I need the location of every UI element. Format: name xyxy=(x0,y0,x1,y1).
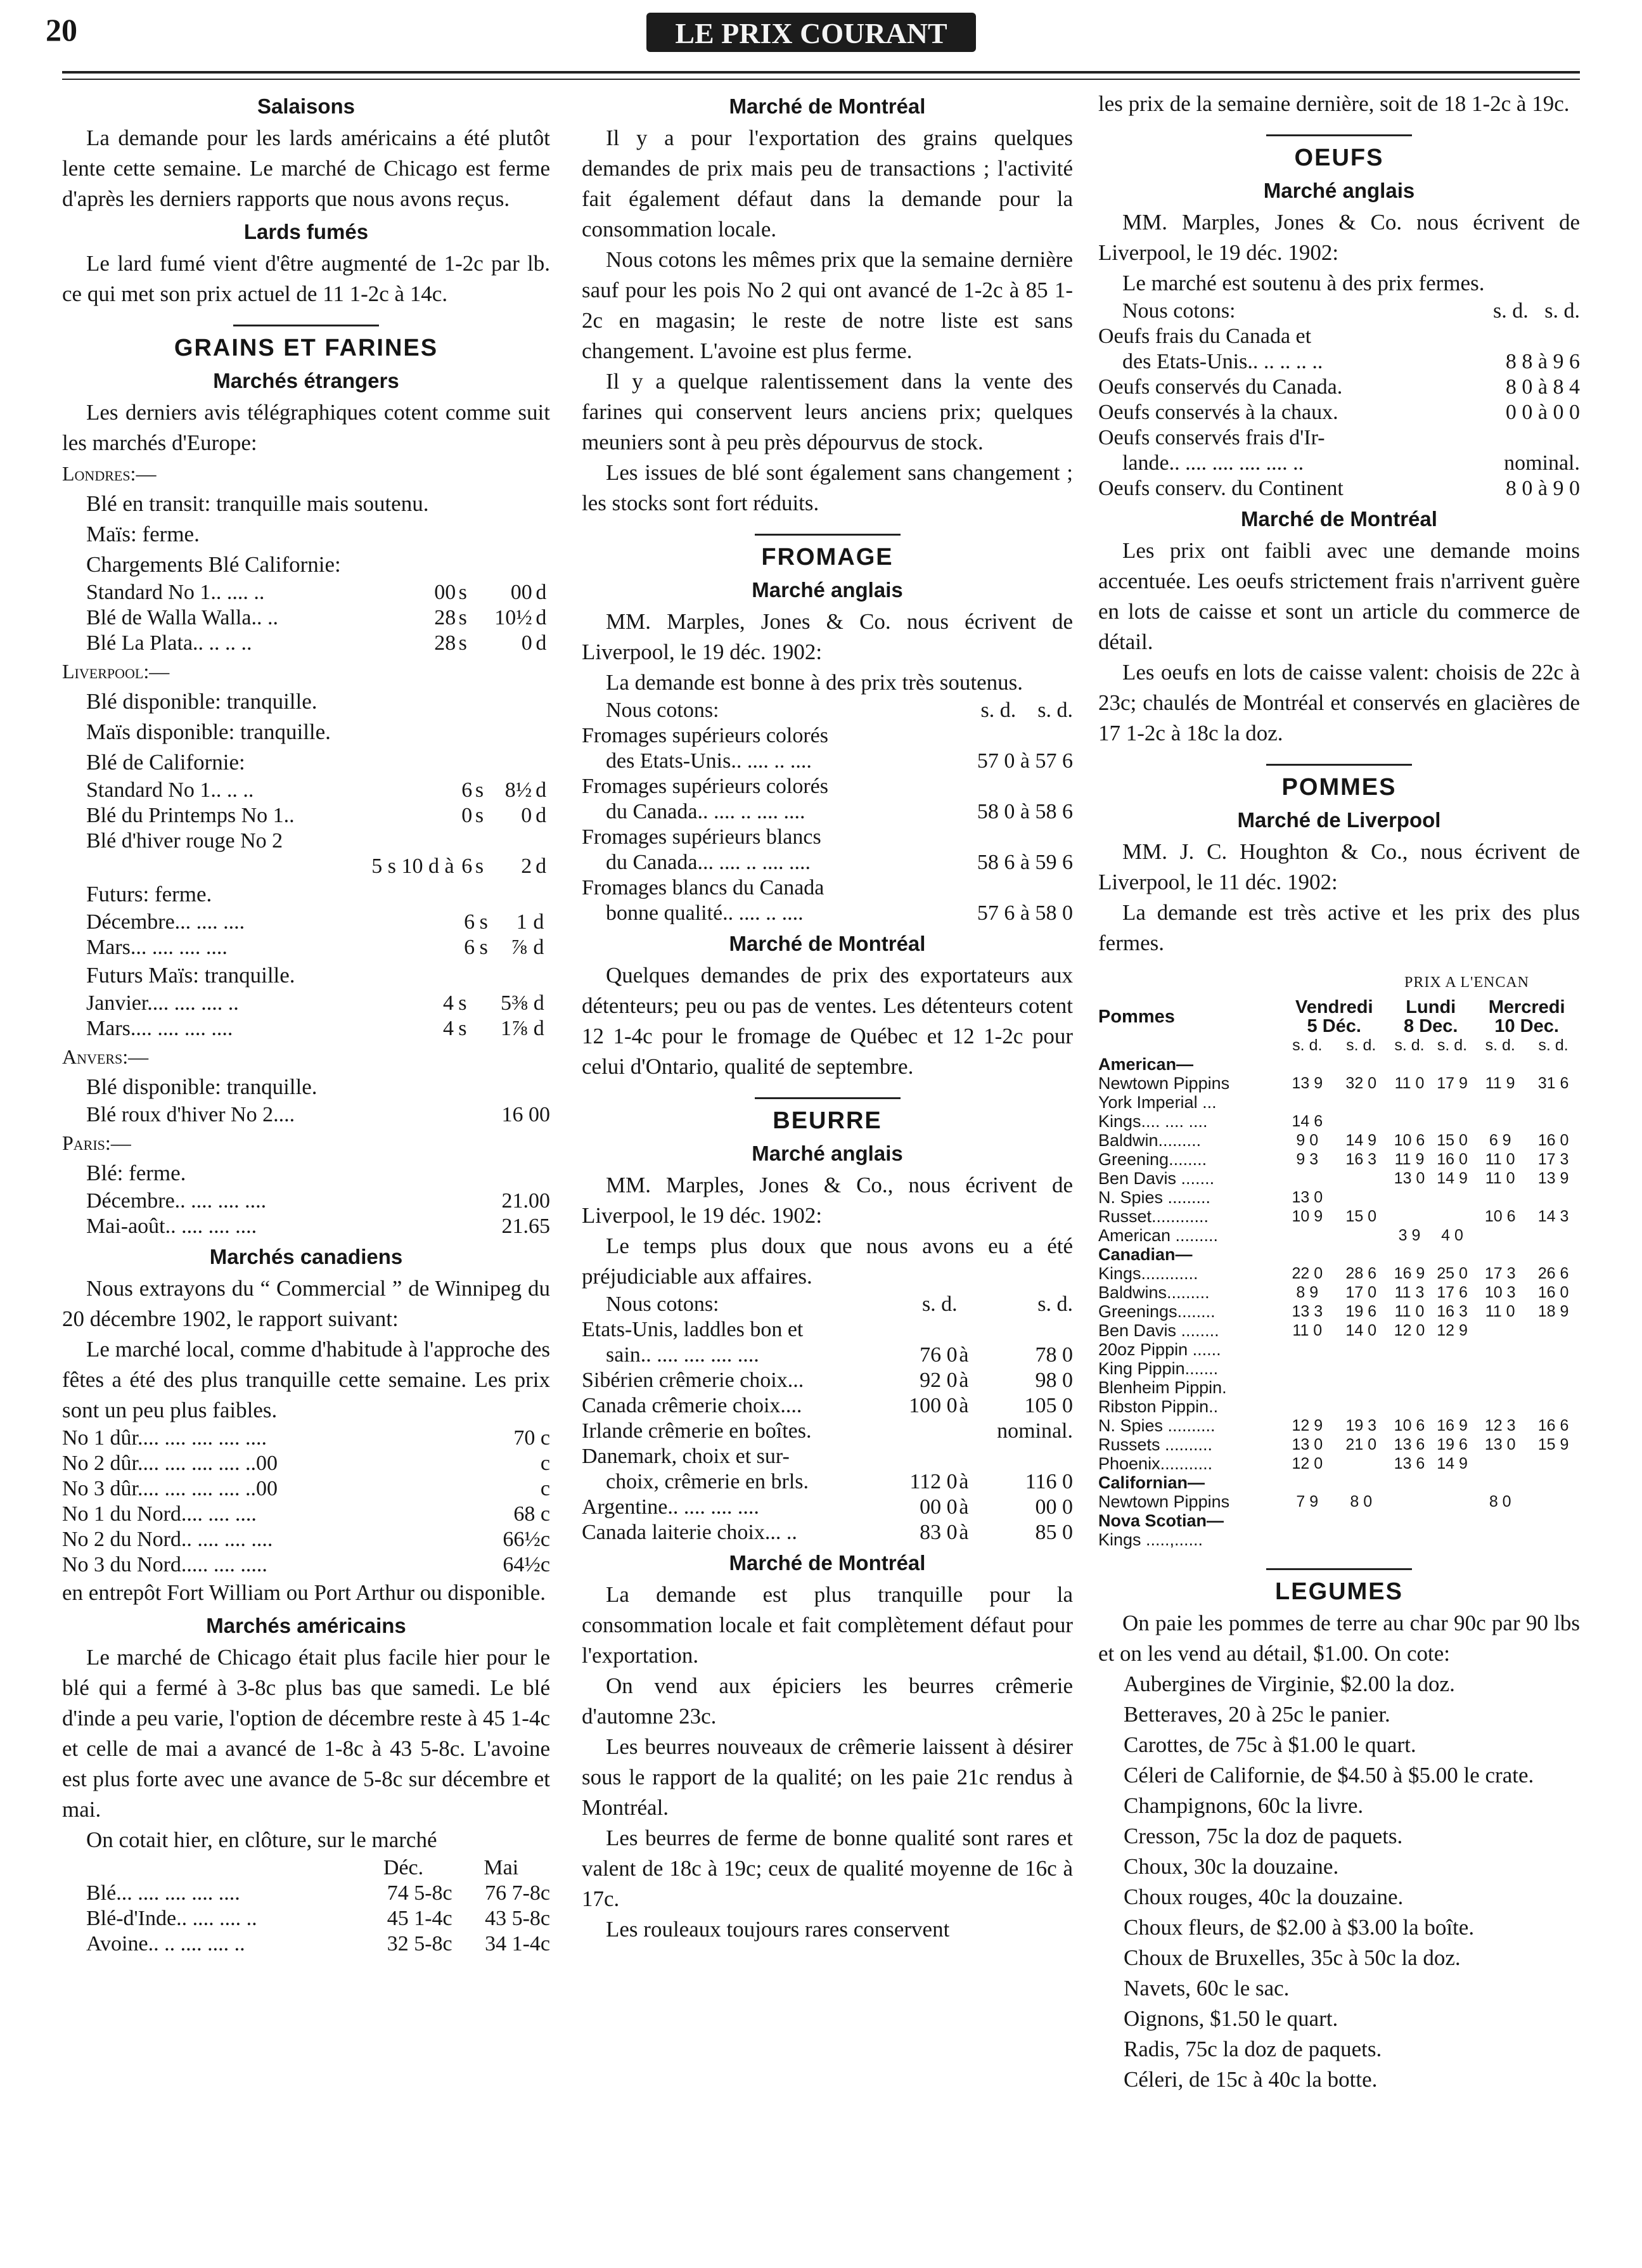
list-item: Betteraves, 20 à 25c le panier. xyxy=(1124,1702,1390,1727)
table-row: Ribston Pippin.. xyxy=(1098,1397,1219,1416)
table-row: bonne qualité.. .... .. .... 57 6 à 58 0 xyxy=(606,901,1073,925)
table-row: Sibérien crêmerie choix... 92 0 à 98 0 xyxy=(582,1369,1073,1392)
table-row: Blé-d'Inde.. .... .... .. 45 1-4c 43 5-8c xyxy=(86,1907,550,1930)
city-label: Paris:— xyxy=(62,1131,131,1154)
column-3 xyxy=(1098,89,1580,2095)
quote-line: Maïs disponible: tranquille. xyxy=(86,719,331,744)
table-row: Kings............ 22 0 28 6 16 9 25 0 17 3 26 6 xyxy=(1098,1264,1569,1283)
section-title: Salaisons xyxy=(257,94,356,118)
section-subtitle: Marché de Liverpool xyxy=(1237,808,1441,832)
section-rule xyxy=(1266,764,1412,766)
paragraph: On paie les pommes de terre au char 90c par 90 lbs et on les vend au détail, $1.00. On cote: xyxy=(1098,1611,1580,1666)
table-row: Fromages blancs du Canada xyxy=(582,876,824,899)
paragraph: Les derniers avis télégraphiques cotent comme suit les marchés d'Europe: xyxy=(62,400,550,455)
group-row: Canadian— xyxy=(1098,1245,1193,1264)
paragraph: MM. Marples, Jones & Co., nous écrivent de Liverpool, le 19 déc. 1902: xyxy=(582,1173,1073,1228)
list-item: Aubergines de Virginie, $2.00 la doz. xyxy=(1124,1672,1455,1696)
table-row: No 3 dûr.... .... .... .... ..00 c xyxy=(62,1477,550,1500)
table-header: Pommes Vendredi 5 Déc. Lundi 8 Dec. Mercredi 10 Dec. xyxy=(1098,997,1565,1036)
table-row: Kings.... .... .... 14 6 xyxy=(1098,1112,1323,1131)
paragraph: La demande est bonne à des prix très soutenus. xyxy=(606,670,1023,695)
paragraph: Le marché est soutenu à des prix fermes. xyxy=(1122,271,1485,295)
list-item: Choux fleurs, de $2.00 à $3.00 la boîte. xyxy=(1124,1915,1475,1940)
price-table-futurs xyxy=(62,910,550,960)
price-table-chicago xyxy=(62,1855,550,1957)
table-row: Baldwin......... 9 0 14 9 10 6 15 0 6 9 16 0 xyxy=(1098,1131,1569,1150)
group-row: American— xyxy=(1098,1055,1194,1074)
price-table-canadiens xyxy=(62,1426,550,1578)
list-item: Céleri de Californie, de $4.50 à $5.00 le crate. xyxy=(1124,1763,1534,1788)
paragraph: en entrepôt Fort William ou Port Arthur ou disponible. xyxy=(62,1580,546,1605)
section-title: Marchés américains xyxy=(206,1614,406,1637)
table-row: Fromages supérieurs colorés xyxy=(582,775,829,798)
table-row: No 1 dûr.... .... .... .... .... 70 c xyxy=(62,1426,550,1450)
table-row: N. Spies .......... 12 9 19 3 10 6 16 9 12 3 16 6 xyxy=(1098,1416,1569,1435)
table-row: choix, crêmerie en brls. 112 0 à 116 0 xyxy=(606,1470,1073,1493)
table-row: Oeufs conservés du Canada. 8 0 à 8 4 xyxy=(1098,375,1580,399)
table-row: Russets .......... 13 0 21 0 13 6 19 6 13 0 15 9 xyxy=(1098,1435,1569,1454)
table-row: Mars... .... .... .... 6 s ⅞ d xyxy=(86,936,544,959)
table-row: No 2 dûr.... .... .... .... ..00 c xyxy=(62,1452,550,1475)
paragraph: Les rouleaux toujours rares conservent xyxy=(606,1917,950,1942)
list-item: Cresson, 75c la doz de paquets. xyxy=(1124,1824,1403,1848)
section-subtitle: Marché anglais xyxy=(752,578,903,602)
section-title: Marchés canadiens xyxy=(209,1245,403,1268)
table-row: York Imperial ... xyxy=(1098,1093,1217,1112)
column-1 xyxy=(62,89,550,1957)
table-row: Etats-Unis, laddles bon et xyxy=(582,1318,804,1341)
quote-line: Chargements Blé Californie: xyxy=(86,552,341,577)
table-row: Blenheim Pippin. xyxy=(1098,1378,1227,1397)
paragraph: Il y a quelque ralentissement dans la vente des farines qui conservent leurs anciens prix; quelques meuniers sont à peu près dépourvus de stock. xyxy=(582,369,1073,454)
page-number: 20 xyxy=(46,12,77,48)
table-row: Blé La Plata.. .. .. .. 28 s 0 d xyxy=(86,631,547,655)
table-row: lande.. .... .... .... .... .. nominal. xyxy=(1122,451,1580,475)
section-heading: BEURRE xyxy=(773,1107,882,1134)
section-rule xyxy=(755,1097,901,1099)
table-row: Oeufs conservés à la chaux. 0 0 à 0 0 xyxy=(1098,401,1580,424)
table-row: Baldwins......... 8 9 17 0 11 3 17 6 10 3 16 0 xyxy=(1098,1283,1569,1302)
quote-line: Futurs Maïs: tranquille. xyxy=(86,963,295,988)
paragraph: MM. Marples, Jones & Co. nous écrivent de Liverpool, le 19 déc. 1902: xyxy=(582,609,1073,664)
table-row: Blé roux d'hiver No 2.... 16 00 xyxy=(86,1103,550,1126)
quote-line: Blé de Californie: xyxy=(86,750,245,775)
table-row: des Etats-Unis.. .... .. .... 57 0 à 57 6 xyxy=(606,749,1073,773)
section-heading: OEUFS xyxy=(1294,145,1384,171)
city-label: Liverpool:— xyxy=(62,660,170,683)
section-rule xyxy=(233,325,379,326)
auction-price-heading: PRIX A L'ENCAN xyxy=(1404,974,1529,991)
paragraph: Nous cotons les mêmes prix que la semaine dernière sauf pour les pois No 2 qui ont avancé de 1-2c à 85 1-2c en magasin; le reste de notre liste est sans changement. L'avoine est plus ferme. xyxy=(582,247,1073,363)
price-table-anvers xyxy=(62,1102,550,1128)
paragraph: Le marché local, comme d'habitude à l'approche des fêtes a été des plus tranquille cette semaine. Les prix sont un peu plus faibles. xyxy=(62,1337,550,1422)
price-table-londres xyxy=(62,580,550,656)
table-row: Greening........ 9 3 16 3 11 9 16 0 11 0 17 3 xyxy=(1098,1150,1569,1169)
table-row: 20oz Pippin ...... xyxy=(1098,1340,1221,1359)
list-item: Carottes, de 75c à $1.00 le quart. xyxy=(1124,1732,1416,1757)
header-rule-thin xyxy=(62,79,1580,80)
table-row: Janvier.... .... .... .. 4 s 5⅜ d xyxy=(86,991,544,1015)
table-row: Fromages supérieurs colorés xyxy=(582,724,829,747)
paragraph: Les beurres nouveaux de crêmerie laissent à désirer sous le rapport de la qualité; on les paie 21c rendus à Montréal. xyxy=(582,1734,1073,1820)
table-row: Irlande crêmerie en boîtes. nominal. xyxy=(582,1419,1073,1443)
list-item: Oignons, $1.50 le quart. xyxy=(1124,2006,1338,2031)
paragraph: Il y a pour l'exportation des grains quelques demandes de prix mais peu de transactions ; l'activité fait également défaut dans la demande pour la consommation locale. xyxy=(582,126,1073,242)
price-table-oeufs xyxy=(1098,299,1580,501)
table-row: No 3 du Nord..... .... ..... 64½c xyxy=(62,1553,550,1576)
table-header: Déc. Mai xyxy=(383,1856,519,1879)
table-row: sain.. .... .... .... .... 76 0 à 78 0 xyxy=(606,1343,1073,1367)
quote-line: Blé disponible: tranquille. xyxy=(86,689,317,714)
table-subheader: s. d. s. d. s. d. s. d. s. d. s. d. xyxy=(1292,1036,1568,1054)
paragraph: Les prix ont faibli avec une demande moins accentuée. Les oeufs strictement frais n'arrivent guère en lots de caisse et sont un article du commerce de détail. xyxy=(1098,538,1580,654)
paragraph: les prix de la semaine dernière, soit de 18 1-2c à 19c. xyxy=(1098,91,1570,116)
paragraph: Le lard fumé vient d'être augmenté de 1-2c par lb. ce qui met son prix actuel de 11 1-2c à 14c. xyxy=(62,251,550,306)
table-row: Phoenix........... 12 0 13 6 14 9 xyxy=(1098,1454,1468,1473)
table-row: American ......... 3 9 4 0 xyxy=(1098,1226,1463,1245)
paragraph: Le marché de Chicago était plus facile hier pour le blé qui a fermé à 3-8c plus bas que samedi. Le blé d'inde a peu varie, l'option de décembre reste à 45 1-4c et celle de mai a avancé de 1-8c à 43 5-8c. L'avoine est plus forte avec une avance de 5-8c sur décembre et mai. xyxy=(62,1645,550,1822)
quote-line: Maïs: ferme. xyxy=(86,522,200,546)
table-row: Fromages supérieurs blancs xyxy=(582,825,821,849)
section-rule xyxy=(1266,134,1412,136)
list-item: Choux rouges, 40c la douzaine. xyxy=(1124,1885,1404,1909)
table-row: Standard No 1.. .. .. 6 s 8½ d xyxy=(86,778,547,802)
list-item: Champignons, 60c la livre. xyxy=(1124,1793,1364,1818)
paragraph: Le temps plus doux que nous avons eu a été préjudiciable aux affaires. xyxy=(582,1234,1073,1289)
table-row: du Canada... .... .. .... .... 58 6 à 59 6 xyxy=(606,851,1073,874)
table-row: King Pippin....... xyxy=(1098,1359,1219,1378)
table-row: Mars.... .... .... .... 4 s 1⅞ d xyxy=(86,1017,544,1040)
section-heading: GRAINS ET FARINES xyxy=(174,335,439,361)
paragraph: Les issues de blé sont également sans changement ; les stocks sont fort réduits. xyxy=(582,460,1073,515)
column-2 xyxy=(582,89,1073,1945)
table-header: Nous cotons: s. d. s. d. xyxy=(1122,299,1580,323)
table-row: Standard No 1.. .... .. 00 s 00 d xyxy=(86,581,547,604)
quote-line: Blé en transit: tranquille mais soutenu. xyxy=(86,491,429,516)
table-row: Blé d'hiver rouge No 2 xyxy=(86,829,283,853)
price-table-fromage xyxy=(582,698,1073,926)
table-row: Décembre... .... .... 6 s 1 d xyxy=(86,910,544,934)
table-row: des Etats-Unis.. .. .. .. .. 8 8 à 9 6 xyxy=(1122,350,1580,373)
section-title: Lards fumés xyxy=(243,220,369,243)
table-row: Danemark, choix et sur- xyxy=(582,1445,790,1468)
table-row: Mai-août.. .... .... .... 21.65 xyxy=(86,1215,550,1238)
section-rule xyxy=(755,534,901,536)
section-subtitle: Marchés étrangers xyxy=(213,369,399,392)
table-row: Blé du Printemps No 1.. 0 s 0 d xyxy=(86,804,547,827)
list-item: Céleri, de 15c à 40c la botte. xyxy=(1124,2067,1378,2092)
table-row: Oeufs conservés frais d'Ir- xyxy=(1098,426,1325,449)
section-title: Marché de Montréal xyxy=(1241,507,1437,531)
table-row: Greenings........ 13 3 19 6 11 0 16 3 11 0 18 9 xyxy=(1098,1302,1569,1321)
price-table-paris xyxy=(62,1189,550,1239)
paragraph: Quelques demandes de prix des exportateurs aux détenteurs; peu ou pas de ventes. Les détenteurs cotent 12 1-4c pour le fromage de Québec et 12 1-2c pour celui d'Ontario, qualité de septembre. xyxy=(582,963,1073,1079)
section-heading: POMMES xyxy=(1281,774,1397,801)
table-row: Avoine.. .. .... .... .. 32 5-8c 34 1-4c xyxy=(86,1932,550,1956)
group-row: Nova Scotian— xyxy=(1098,1511,1224,1530)
table-header: Nous cotons: s. d. s. d. xyxy=(606,1292,1073,1316)
price-table-liverpool xyxy=(62,778,550,879)
paragraph: Les beurres de ferme de bonne qualité sont rares et valent de 18c à 19c; ceux de qualité moyenne de 16c à 17c. xyxy=(582,1826,1073,1911)
table-row: Canada crêmerie choix.... 100 0 à 105 0 xyxy=(582,1394,1073,1417)
city-label: Londres:— xyxy=(62,462,157,485)
quote-line: Futurs: ferme. xyxy=(86,882,212,906)
table-row: Newtown Pippins 13 9 32 0 11 0 17 9 11 9 31 6 xyxy=(1098,1074,1569,1093)
list-item: Choux, 30c la douzaine. xyxy=(1124,1854,1339,1879)
header-rule xyxy=(62,71,1580,74)
table-row: No 2 du Nord.. .... .... .... 66½c xyxy=(62,1528,550,1551)
vegetable-list xyxy=(1098,1669,1580,2095)
table-row: Oeufs conserv. du Continent 8 0 à 9 0 xyxy=(1098,477,1580,500)
list-item: Radis, 75c la doz de paquets. xyxy=(1124,2037,1382,2061)
section-subtitle: Marché anglais xyxy=(1263,179,1415,202)
table-header: Nous cotons: s. d. s. d. xyxy=(606,699,1073,722)
quote-line: Blé disponible: tranquille. xyxy=(86,1074,317,1099)
table-row: No 1 du Nord.... .... .... 68 c xyxy=(62,1502,550,1526)
list-item: Navets, 60c le sac. xyxy=(1124,1976,1290,2001)
section-heading: FROMAGE xyxy=(761,544,894,570)
section-heading: LEGUMES xyxy=(1275,1578,1403,1605)
masthead-logo xyxy=(646,8,976,57)
table-row: du Canada.. .... .. .... .... 58 0 à 58 6 xyxy=(606,800,1073,823)
table-row: Ben Davis ........ 11 0 14 0 12 0 12 9 xyxy=(1098,1321,1468,1340)
table-row: Décembre.. .... .... .... 21.00 xyxy=(86,1189,550,1213)
section-subtitle: Marché anglais xyxy=(752,1142,903,1165)
section-title: Marché de Montréal xyxy=(729,1551,926,1575)
table-row: Kings .....,...... xyxy=(1098,1530,1203,1549)
table-row: Russet............ 10 9 15 0 10 6 14 3 xyxy=(1098,1207,1569,1226)
table-row: Blé de Walla Walla.. .. 28 s 10½ d xyxy=(86,606,547,629)
price-table-mais xyxy=(62,991,550,1041)
section-title: Marché de Montréal xyxy=(729,94,926,118)
svg-text:LE PRIX COURANT: LE PRIX COURANT xyxy=(675,17,947,49)
table-row: Oeufs frais du Canada et xyxy=(1098,325,1312,348)
paragraph: Nous extrayons du “ Commercial ” de Winnipeg du 20 décembre 1902, le rapport suivant: xyxy=(62,1276,550,1331)
table-row: N. Spies ......... 13 0 xyxy=(1098,1188,1323,1207)
quote-line: Blé: ferme. xyxy=(86,1161,186,1185)
table-row: 5 s 10 d à 6 s 2 d xyxy=(371,854,547,878)
apples-price-table xyxy=(1098,998,1580,1549)
paragraph: La demande est plus tranquille pour la consommation locale et fait complètement défaut pour l'exportation. xyxy=(582,1582,1073,1668)
table-row: Argentine.. .... .... .... 00 0 à 00 0 xyxy=(582,1495,1073,1519)
paragraph: MM. Marples, Jones & Co. nous écrivent de Liverpool, le 19 déc. 1902: xyxy=(1098,210,1580,265)
section-title: Marché de Montréal xyxy=(729,932,926,955)
city-label: Anvers:— xyxy=(62,1045,149,1068)
table-row: Newtown Pippins 7 9 8 0 8 0 xyxy=(1098,1492,1511,1511)
paragraph: La demande est très active et les prix des plus fermes. xyxy=(1098,900,1580,955)
paragraph: Les oeufs en lots de caisse valent: choisis de 22c à 23c; chaulés de Montréal et conservés en glacières de 17 1-2c à 18c la doz. xyxy=(1098,660,1580,745)
table-row: Ben Davis ....... 13 0 14 9 11 0 13 9 xyxy=(1098,1169,1569,1188)
table-row: Canada laiterie choix... .. 83 0 à 85 0 xyxy=(582,1521,1073,1544)
paragraph: La demande pour les lards américains a été plutôt lente cette semaine. Le marché de Chicago est ferme d'après les derniers rapports que nous avons reçus. xyxy=(62,126,550,211)
group-row: Californian— xyxy=(1098,1473,1205,1492)
section-rule xyxy=(1266,1568,1412,1570)
price-table-beurre xyxy=(582,1292,1073,1545)
paragraph: On vend aux épiciers les beurres crêmerie d'automne 23c. xyxy=(582,1673,1073,1729)
paragraph: MM. J. C. Houghton & Co., nous écrivent de Liverpool, le 11 déc. 1902: xyxy=(1098,839,1580,894)
list-item: Choux de Bruxelles, 35c à 50c la doz. xyxy=(1124,1945,1461,1970)
paragraph: On cotait hier, en clôture, sur le marché xyxy=(86,1827,437,1852)
table-row: Blé... .... .... .... .... 74 5-8c 76 7-8c xyxy=(86,1881,550,1905)
